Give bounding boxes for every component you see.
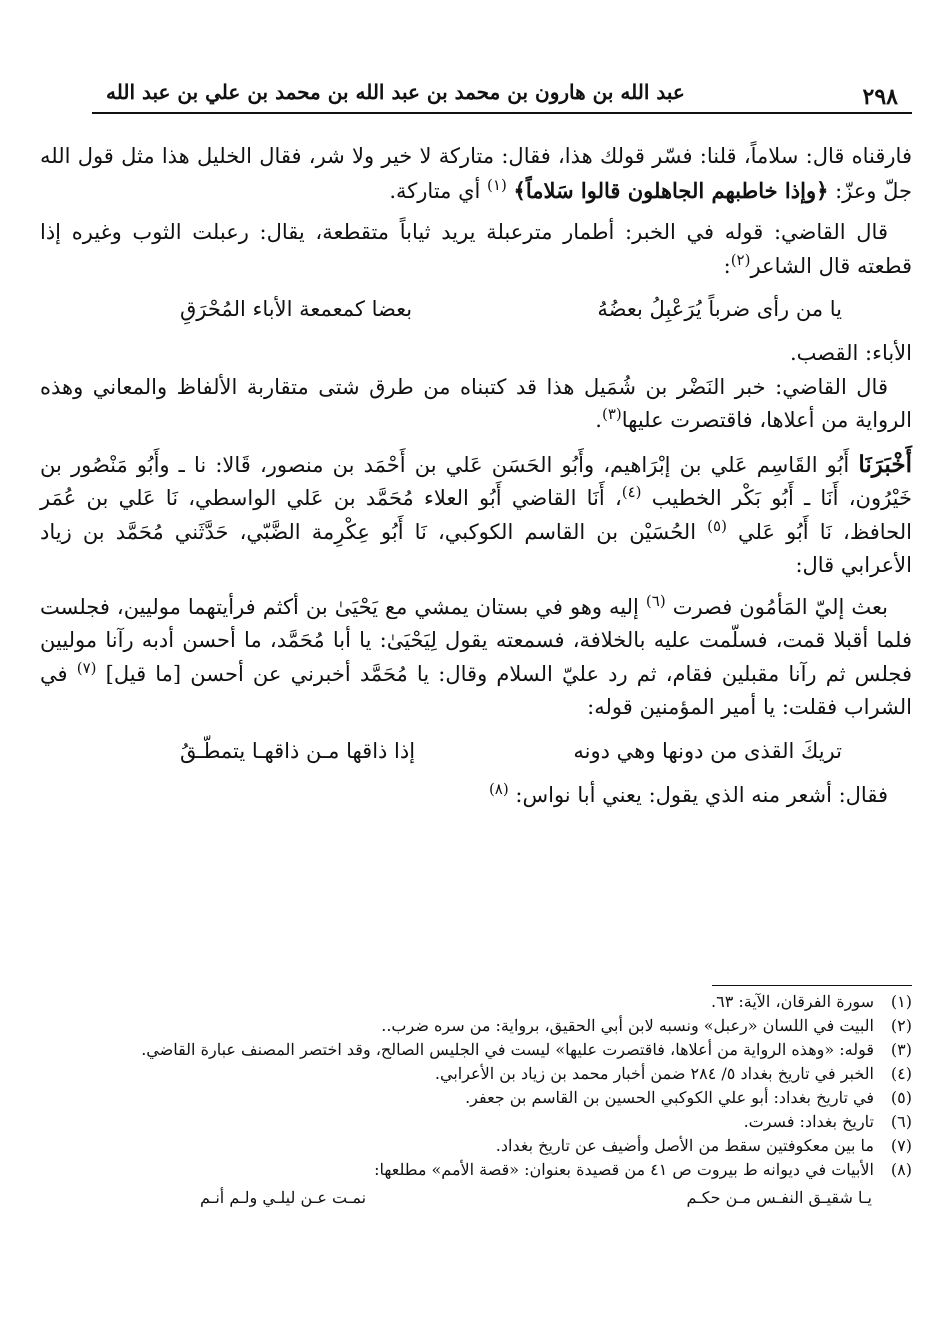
page-number: ٢٩٨ [862,84,898,110]
footnote-number: (١) [890,992,912,1011]
footnote-number: (٦) [890,1112,912,1131]
page-header [92,58,912,108]
footnote-item [40,1014,912,1038]
footnote-verse-first: يـا شقيـق النفـس مـن حكـم [686,1188,872,1207]
footnote-item [40,1062,912,1086]
footnote-text: قوله: «وهذه الرواية من أعلاها، فاقتصرت عليها» ليست في الجليس الصالح، وقد اختصر المصنف عبارة القاضي. [141,1040,874,1059]
footnote-number: (٨) [890,1160,912,1179]
footnote-verse [40,1186,912,1210]
verse-2 [40,731,912,771]
footnote-number: (٥) [890,1088,912,1107]
footnote-ref-5[interactable]: (٥) [707,516,727,535]
paragraph-abu-nuwas: فقال: أشعر منه الذي يقول: يعني أبا نواس: $^{(٨)}$ [488,779,888,807]
main-text [40,140,912,812]
footnote-item [40,990,912,1014]
footnote-text: الأبيات في ديوانه ط بيروت ص ٤١ من قصيدة بعنوان: «قصة الأمم» مطلعها: [374,1160,874,1179]
footnote-item [40,1086,912,1110]
footnote-number: (٧) [890,1136,912,1155]
footnote-item [40,1110,912,1134]
header-rule [92,112,912,114]
verse-2-first-hemistich: تريكَ القذى من دونها وهي دونه [573,738,842,763]
footnote-item [40,1134,912,1158]
footnote-text: في تاريخ بغداد: أبو علي الكوكبي الحسين بن القاسم بن جعفر. [465,1088,874,1107]
footnote-text: ما بين معكوفتين سقط من الأصل وأضيف عن تاريخ بغداد. [495,1136,874,1155]
footnote-ref-3[interactable]: (٣) [601,405,622,423]
footnote-item [40,1038,912,1062]
footnote-ref-4[interactable]: (٤) [621,483,642,501]
paragraph-khalil: فارقناه قال: سلاماً، قلنا: فسّر قولك هذا، فقال: متاركة لا خير ولا شر، فقال الخليل هذا مثل قول الله جلّ وعزّ: ﴿وإذا خاطبهم الجاهلون قالوا سَلاماً﴾ $^{(١)}$ أي متاركة. [40,144,912,203]
footnote-ref-7[interactable]: (٧) [76,658,97,677]
footnote-ref-8[interactable]: (٨) [488,779,509,798]
paragraph-mamun: بعث إليّ المَأمُون فصرت $^{(٦)}$ إليه وهو في بستان يمشي مع يَحْيَىٰ بن أكثم فرأيتهما موليين، فجلست فلما أقبلا قمت، فسلّمت عليه بالخلافة، فسمعته يقول لِيَحْيَىٰ: يا أبا مُحَمَّد، ما أحسن أدبه رآنا موليين فجلس ثم رآنا مقبلين فقام، ثم رد عليّ السلام وقال: يا مُحَمَّد أخبرني عن أحسن [ما قيل] $^{(٧)}$ في الشراب فقلت: يا أمير المؤمنين قوله: [40,591,912,719]
verse-1-second-hemistich: بعضا كمعمعة الأباء المُحْرَقِ [180,297,413,321]
verse-2-second-hemistich: إذا ذاقها مـن ذاقهـا يتمطّـقُ [180,738,416,763]
footnote-ref-2[interactable]: (٢) [730,250,751,269]
paragraph-qadi-1: قال القاضي: قوله في الخبر: أطمار مترعبلة يريد ثياباً متقطعة، يقال: رعبلت الثوب وغيره إذا قطعته قال الشاعر$^{(٢)}$: [40,220,912,278]
footnote-number: (٣) [890,1040,912,1059]
footnote-item [40,1158,912,1182]
footnote-ref-6[interactable]: (٦) [645,591,666,610]
footnote-text: الخبر في تاريخ بغداد ٥/ ٢٨٤ ضمن أخبار محمد بن زياد بن الأعرابي. [434,1064,874,1083]
footnote-text: سورة الفرقان، الآية: ٦٣. [711,992,874,1011]
verse-1 [40,289,912,329]
footnote-text: البيت في اللسان «رعبل» ونسبه لابن أبي الحقيق، برواية: من سره ضرب.. [381,1016,874,1035]
isnad-lead: أَخْبَرَنَا [858,450,912,478]
footnote-number: (٢) [890,1016,912,1035]
verse-1-first-hemistich: يا من رأى ضرباً يُرَعْبِلُ بعضُهُ [597,297,842,321]
footnote-ref-1[interactable]: (١) [487,175,507,194]
footnote-text: تاريخ بغداد: فسرت. [743,1112,874,1131]
paragraph-abaa: الأباء: القصب. [789,341,912,365]
paragraph-qadi-2: قال القاضي: خبر النَضْر بن شُمَيل هذا قد كتبناه من طرق شتى متقاربة الألفاظ والمعاني وهذه الرواية من أعلاها، فاقتصرت عليها$^{(٣)}$. [40,374,912,432]
paragraph-isnad: أَخْبَرَنَا أَبُو القَاسِم عَلي بن إبْرَاهيم، وأَبُو الحَسَن عَلي بن أَحْمَد بن منصور، قَالا: نا ـ وأَبُو مَنْصُور بن خَيْرُون، أَنَا ـ أَبُو بَكْر الخطيب $^{(٤)}$، أَنَا القاضي أَبُو العلاء مُحَمَّد بن عَلي الواسطي، نَا عَلي بن عُمَر الحافظ، نَا أَبُو عَلي $^{(٥)}$ الحُسَيْن بن القاسم الكوكبي، نَا أَبُو عِكْرِمة الضَّبّي، حَدَّثَني مُحَمَّد بن زياد الأعرابي قال: [40,450,912,577]
footnotes [40,990,912,1210]
footnote-verse-second: نمـت عـن ليلـي ولـم أنـم [200,1188,367,1207]
footnote-rule [712,985,912,986]
running-head: عبد الله بن هارون بن محمد بن عبد الله بن محمد بن علي بن عبد الله [106,80,685,104]
footnote-number: (٤) [890,1064,912,1083]
quran-quote: ﴿وإذا خاطبهم الجاهلون قالوا سَلاماً﴾ [513,177,829,203]
